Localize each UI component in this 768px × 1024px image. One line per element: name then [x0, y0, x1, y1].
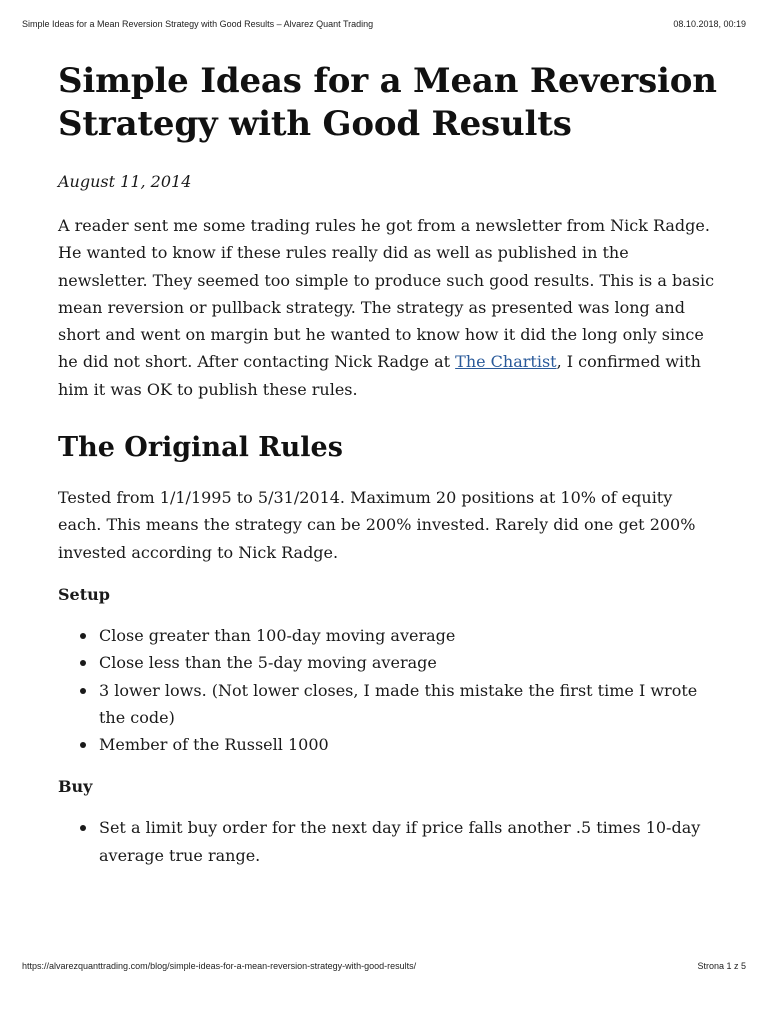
print-header	[22, 19, 746, 29]
bullet-icon	[80, 633, 86, 639]
list-item	[58, 649, 718, 676]
bullet-icon	[80, 688, 86, 694]
setup-heading: Setup	[58, 584, 110, 604]
list-item-text: Close greater than 100-day moving average	[99, 625, 456, 645]
section-heading-original-rules: The Original Rules	[58, 432, 343, 464]
list-item-text: Set a limit buy order for the next day if price falls another .5 times 10-day average true range.	[99, 818, 701, 865]
bullet-icon	[80, 825, 86, 831]
bullet-icon	[80, 660, 86, 666]
intro-text-before-link: A reader sent me some trading rules he got from a newsletter from Nick Radge. He wanted to know if these rules really did as well as published in the newsletter. They seemed too simple to produce such good results. This is a basic mean reversion or pullback strategy. The strategy as presented was long and short and went on margin but he wanted to know how it did the long only since he did not short. After contacting Nick Radge at	[58, 216, 715, 372]
list-item	[58, 677, 718, 732]
list-item-text: 3 lower lows. (Not lower closes, I made this mistake the first time I wrote the code)	[99, 680, 698, 727]
print-footer	[22, 961, 746, 971]
list-item-text: Member of the Russell 1000	[99, 735, 329, 755]
the-chartist-link[interactable]: The Chartist	[455, 352, 557, 372]
intro-paragraph	[58, 212, 718, 403]
bullet-icon	[80, 742, 86, 748]
list-item	[58, 622, 718, 649]
original-rules-paragraph: Tested from 1/1/1995 to 5/31/2014. Maximum 20 positions at 10% of equity each. This means the strategy can be 200% invested. Rarely did one get 200% invested according to Nick Radge.	[58, 488, 696, 562]
print-footer-page-indicator: Strona 1 z 5	[697, 961, 746, 971]
article	[58, 60, 718, 869]
print-footer-url: https://alvarezquanttrading.com/blog/simple-ideas-for-a-mean-reversion-strategy-with-good-results/	[22, 961, 417, 971]
intro-text-after-link: , I confirmed with him it was OK to publish these rules.	[58, 352, 701, 399]
buy-heading: Buy	[58, 777, 93, 797]
article-date: August 11, 2014	[58, 172, 192, 191]
article-title: Simple Ideas for a Mean Reversion Strategy with Good Results	[58, 61, 717, 144]
list-item	[58, 814, 718, 869]
list-item-text: Close less than the 5-day moving average	[99, 653, 437, 673]
setup-list	[58, 622, 718, 758]
list-item	[58, 731, 718, 758]
print-header-timestamp: 08.10.2018, 00:19	[673, 19, 746, 29]
buy-list	[58, 814, 718, 869]
print-header-title: Simple Ideas for a Mean Reversion Strategy with Good Results – Alvarez Quant Trading	[22, 19, 374, 29]
